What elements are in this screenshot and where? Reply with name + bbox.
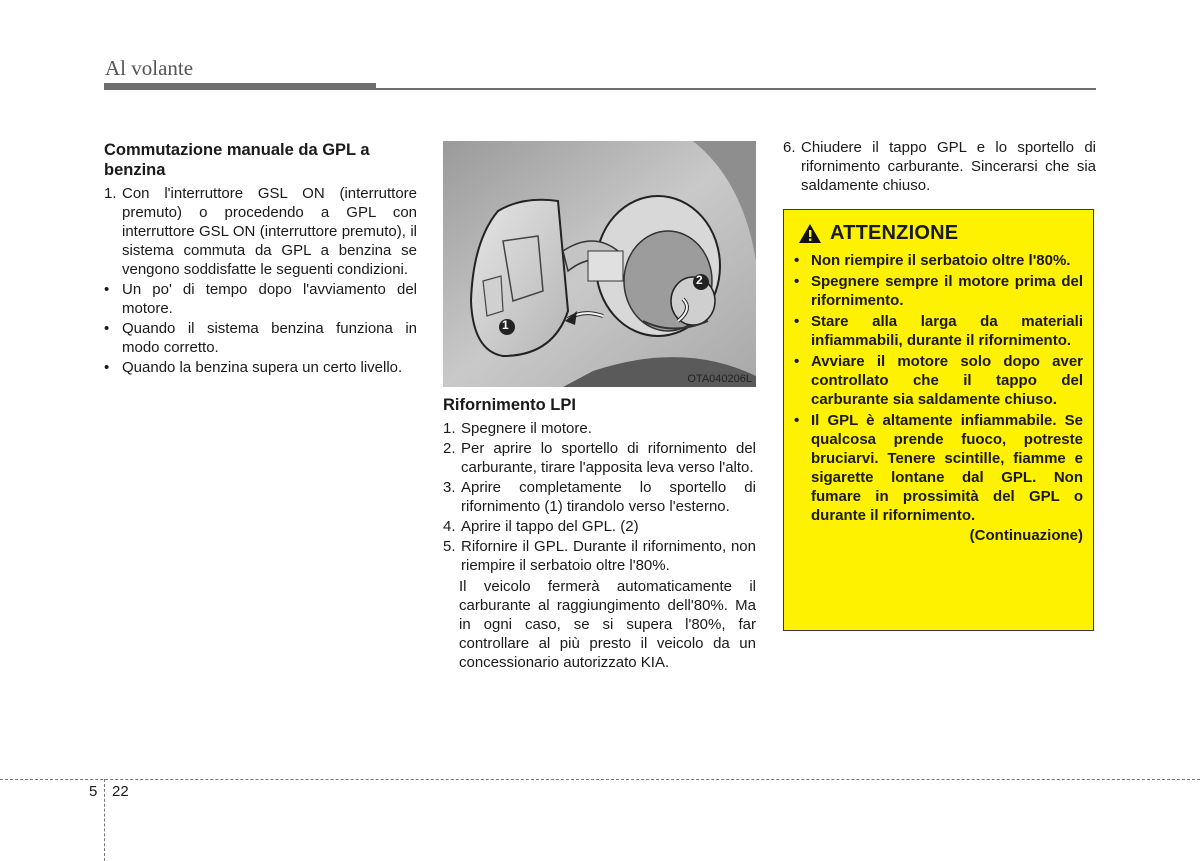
- condition-bullets: [104, 280, 417, 377]
- bullet-icon: •: [104, 359, 110, 376]
- warning-text: Spegnere sempre il motore prima del rifornimento.: [811, 273, 1083, 309]
- refuel-steps-cont: [783, 138, 1096, 195]
- section-heading-manual-switch: Commutazione manuale da GPL a benzina: [104, 141, 370, 179]
- list-item: [794, 411, 1083, 525]
- callout-2: 2: [696, 273, 703, 287]
- list-item: [794, 352, 1083, 409]
- refuel-note: Il veicolo fermerà automaticamente il carburante al raggiungimento dell'80%. Ma in ogni caso, se si supera l'80%, far controllare al più presto il veicolo da un concessionario autorizzato KIA.: [459, 578, 756, 671]
- list-item: [443, 478, 756, 516]
- fuel-door-illustration: [443, 141, 756, 387]
- warning-triangle-icon: [798, 223, 822, 244]
- manual-switch-steps: [104, 184, 417, 279]
- step-text: Aprire completamente lo sportello di rifornimento (1) tirandolo verso l'esterno.: [461, 479, 756, 515]
- warning-continuation: (Continuazione): [969, 527, 1083, 544]
- step-number: 1.: [104, 185, 117, 202]
- footer-rule: [0, 779, 1200, 780]
- column-manual-switch: [104, 140, 417, 378]
- list-item: [104, 280, 417, 318]
- refuel-steps: [443, 419, 756, 575]
- warning-text: Non riempire il serbatoio oltre l'80%.: [811, 252, 1071, 269]
- fuel-door-drawing: [443, 141, 756, 387]
- list-item: [794, 251, 1083, 270]
- header-rule-thin: [376, 88, 1096, 90]
- step-text: Rifornire il GPL. Durante il rifornimento, non riempire il serbatoio oltre l'80%.: [461, 538, 756, 574]
- bullet-icon: •: [794, 313, 800, 330]
- bullet-icon: •: [794, 252, 800, 269]
- step-text: Spegnere il motore.: [461, 420, 592, 437]
- bullet-icon: •: [104, 320, 110, 337]
- footer-divider: [104, 779, 105, 861]
- bullet-text: Quando il sistema benzina funziona in modo corretto.: [122, 320, 417, 356]
- bullet-icon: •: [794, 273, 800, 290]
- step-number: 5.: [443, 538, 456, 555]
- header-rule-thick: [104, 83, 376, 90]
- list-item: [443, 439, 756, 477]
- list-item: [783, 138, 1096, 195]
- step-text: Per aprire lo sportello di rifornimento del carburante, tirare l'apposita leva verso l'alto.: [461, 440, 756, 476]
- list-item: [443, 419, 756, 438]
- list-item: [104, 358, 417, 377]
- step-number: 2.: [443, 440, 456, 457]
- list-item: [104, 319, 417, 357]
- warning-title: ATTENZIONE: [830, 222, 959, 244]
- page-number: 22: [112, 783, 129, 800]
- list-item: [443, 537, 756, 575]
- page-header-title: Al volante: [105, 56, 194, 80]
- callout-1: 1: [502, 318, 509, 332]
- step-text: Con l'interruttore GSL ON (interruttore premuto) o procedendo a GPL con interruttore GSL ON (interruttore premuto), il sistema commuta da GPL a benzina se vengono soddisfatte le seguenti condizioni.: [122, 185, 417, 278]
- figure-code: OTA040206L: [687, 373, 752, 385]
- list-item: [794, 312, 1083, 350]
- bullet-icon: •: [104, 281, 110, 298]
- warning-text: Il GPL è altamente infiammabile. Se qualcosa prende fuoco, potreste bruciarvi. Tenere scintille, fiamme e sigarette lontane dal GPL. Non fumare in prossimità del GPL o durante il rifornimento.: [811, 412, 1083, 524]
- list-item: [794, 272, 1083, 310]
- bullet-icon: •: [794, 412, 800, 429]
- step-number: 1.: [443, 420, 456, 437]
- column-refuel: [443, 395, 756, 672]
- step-text: Chiudere il tappo GPL e lo sportello di rifornimento carburante. Sincerarsi che sia saldamente chiuso.: [801, 139, 1096, 194]
- step-number: 4.: [443, 518, 456, 535]
- step-text: Aprire il tappo del GPL. (2): [461, 518, 639, 535]
- warning-box: [783, 209, 1094, 631]
- section-number: 5: [89, 783, 98, 800]
- section-heading-refuel: Rifornimento LPI: [443, 396, 576, 414]
- step-number: 6.: [783, 139, 796, 156]
- bullet-text: Un po' di tempo dopo l'avviamento del motore.: [122, 281, 417, 317]
- column-step6: [783, 138, 1096, 196]
- bullet-text: Quando la benzina supera un certo livello.: [122, 359, 403, 376]
- warning-text: Avviare il motore solo dopo aver controllato che il tappo del carburante sia saldamente chiuso.: [811, 353, 1083, 408]
- step-number: 3.: [443, 479, 456, 496]
- warning-list: [794, 251, 1083, 525]
- list-item: [443, 517, 756, 536]
- bullet-icon: •: [794, 353, 800, 370]
- list-item: [104, 184, 417, 279]
- warning-text: Stare alla larga da materiali infiammabili, durante il rifornimento.: [811, 313, 1083, 349]
- warning-header: [798, 222, 1083, 245]
